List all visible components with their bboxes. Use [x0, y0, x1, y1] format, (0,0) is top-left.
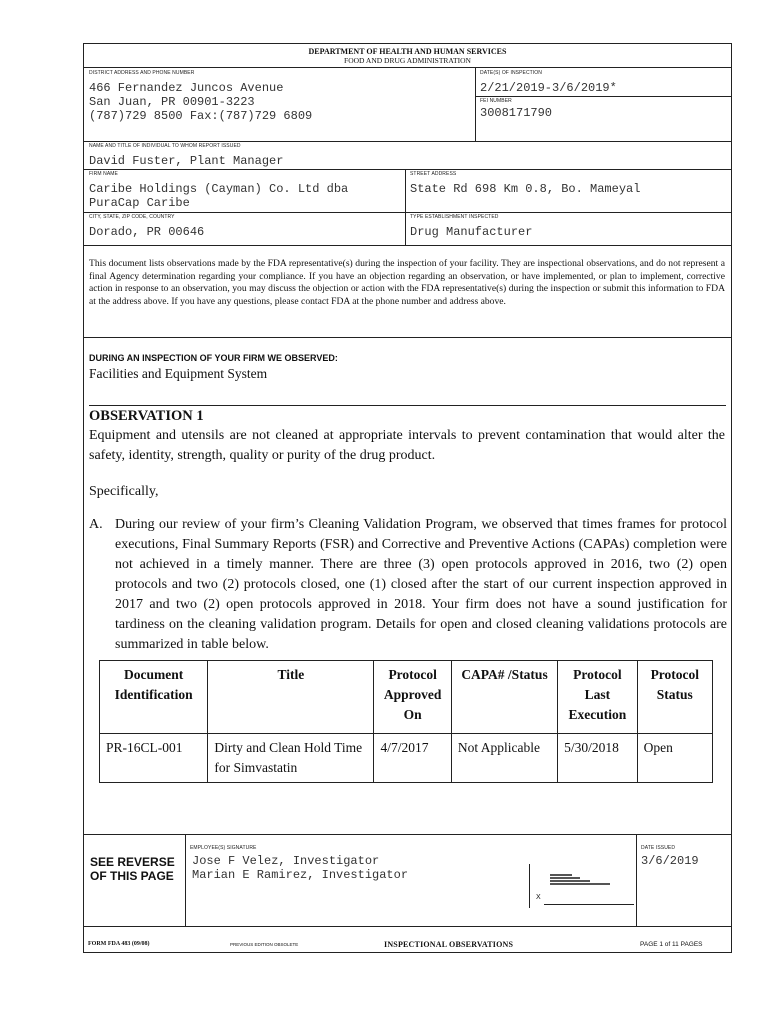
fda-483-form	[83, 43, 732, 953]
fei-number-label: FEI NUMBER	[480, 98, 512, 104]
system-name: Facilities and Equipment System	[89, 366, 268, 381]
date-issued-label: DATE ISSUED	[641, 845, 676, 851]
esignature-stamp	[550, 873, 630, 895]
cell-last-execution: 5/30/2018	[558, 734, 637, 783]
item-marker: A.	[89, 517, 103, 532]
district-address-line1: 466 Fernandez Juncos Avenue	[89, 81, 284, 95]
individual-label: NAME AND TITLE OF INDIVIDUAL TO WHOM REPORT ISSUED	[89, 143, 241, 149]
observation-summary: Equipment and utensils are not cleaned at appropriate intervals to prevent contamination that would alter the safety, identity, strength, quality or purity of the drug product.	[89, 428, 725, 463]
table-row	[100, 734, 713, 783]
district-phone-fax: (787)729 8500 Fax:(787)729 6809	[89, 109, 313, 123]
cell-title: Dirty and Clean Hold Time for Simvastatin	[208, 734, 374, 783]
date-issued: 3/6/2019	[641, 854, 699, 868]
previous-edition: PREVIOUS EDITION OBSOLETE	[230, 942, 299, 947]
observed-heading: DURING AN INSPECTION OF YOUR FIRM WE OBSERVED:	[89, 353, 338, 363]
department-name: DEPARTMENT OF HEALTH AND HUMAN SERVICES	[308, 47, 507, 56]
cell-capa-status: Not Applicable	[451, 734, 557, 783]
establishment-type-label: TYPE ESTABLISHMENT INSPECTED	[410, 214, 499, 220]
footer-title: INSPECTIONAL OBSERVATIONS	[384, 940, 514, 949]
form-header	[84, 47, 731, 65]
city-value: Dorado, PR 00646	[89, 225, 205, 239]
individual-name: David Fuster, Plant Manager	[89, 154, 284, 168]
agency-name: FOOD AND DRUG ADMINISTRATION	[344, 56, 471, 65]
cleaning-validation-table	[99, 660, 713, 783]
employee-signature-label: EMPLOYEE(S) SIGNATURE	[190, 845, 257, 851]
cell-approved-on: 4/7/2017	[374, 734, 451, 783]
page-number: PAGE 1 of 11 PAGES	[640, 941, 703, 948]
employee-2: Marian E Ramirez, Investigator	[192, 868, 409, 882]
employee-1: Jose F Velez, Investigator	[192, 854, 380, 868]
street-address: State Rd 698 Km 0.8, Bo. Mameyal	[410, 182, 641, 196]
inspection-dates-label: DATE(S) OF INSPECTION	[480, 70, 543, 76]
see-reverse-label	[90, 855, 175, 883]
item-a-text: During our review of your firm’s Cleaning Validation Program, we observed that times frames for protocol executions, Final Summary Reports (FSR) and Corrective and Preventive Actions (CAPAs) completion were not achieved in a timely manner. There are three (3) open protocols approved in 2016, two (2) open protocols and two (2) protocols closed, one (1) closed after the start of our current inspection approved in 2017 and two (2) open protocols approved in 2018. Your firm does not have a sound justification for tardiness on the cleaning validation program. Details for open and closed cleaning validations protocols are summarized in table below.	[115, 517, 727, 652]
city-label: CITY, STATE, ZIP CODE, COUNTRY	[89, 214, 175, 220]
cell-protocol-status: Open	[637, 734, 712, 783]
establishment-type: Drug Manufacturer	[410, 225, 533, 239]
see-reverse-line1: SEE REVERSE	[90, 855, 175, 869]
street-address-label: STREET ADDRESS	[410, 171, 457, 177]
specifically-label: Specifically,	[89, 484, 159, 499]
header-title: Title	[208, 661, 374, 734]
firm-name-line1: Caribe Holdings (Cayman) Co. Ltd dba	[89, 182, 349, 196]
header-capa-status: CAPA# /Status	[451, 661, 557, 734]
header-last-execution: Protocol Last Execution	[558, 661, 637, 734]
header-document-id: Document Identification	[100, 661, 208, 734]
district-address-line2: San Juan, PR 00901-3223	[89, 95, 255, 109]
esignature-x: X	[536, 894, 541, 901]
district-address-label: DISTRICT ADDRESS AND PHONE NUMBER	[89, 70, 195, 76]
notice-paragraph: This document lists observations made by the FDA representative(s) during the inspection of your facility. They are inspectional observations, and do not represent a final Agency determination regarding your compliance. If you have an objection regarding an observation, or have implemented, or plan to implement, corrective action in response to an observation, you may discuss the objection or action with the FDA representative(s) during the inspection or submit this information to FDA at the address above. If you have any questions, please contact FDA at the phone number and address above.	[89, 258, 725, 308]
firm-name-line2: PuraCap Caribe	[89, 196, 190, 210]
see-reverse-line2: OF THIS PAGE	[90, 869, 174, 883]
observation-title: OBSERVATION 1	[89, 408, 204, 424]
table-header-row	[100, 661, 713, 734]
header-approved-on: Protocol Approved On	[374, 661, 451, 734]
form-number: FORM FDA 483 (09/08)	[88, 941, 150, 947]
firm-name-label: FIRM NAME	[89, 171, 118, 177]
cell-document-id: PR-16CL-001	[100, 734, 208, 783]
inspection-dates: 2/21/2019-3/6/2019*	[480, 81, 617, 95]
fei-number: 3008171790	[480, 106, 553, 120]
header-protocol-status: Protocol Status	[637, 661, 712, 734]
